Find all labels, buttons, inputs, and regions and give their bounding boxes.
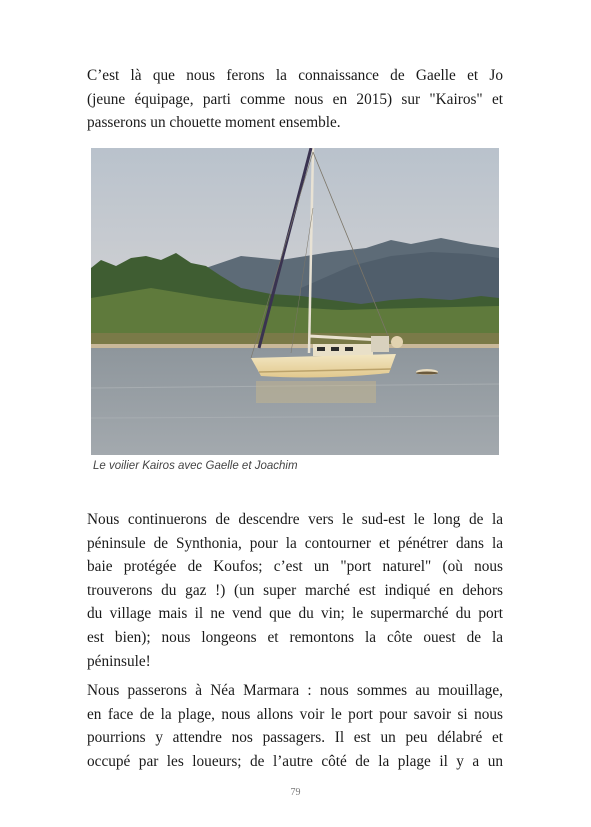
text-line: en face de la plage, nous allons voir le port pour savoir si nous — [87, 705, 503, 723]
text-line: C’est là que nous ferons la connaissance de Gaelle et Jo — [87, 67, 503, 84]
paragraph-nea-marmara — [87, 679, 503, 773]
sailboat-photo — [91, 148, 499, 455]
text-line: occupé par les loueurs; de l’autre côté de la plage il y a un — [87, 752, 503, 770]
text-line: baie protégée de Koufos; c’est un "port naturel" (où nous — [87, 558, 503, 576]
paragraph-intro — [87, 64, 503, 135]
text-line: Nous continuerons de descendre vers le sud-est le long de la — [87, 511, 503, 528]
text-line: (jeune équipage, parti comme nous en 2015) sur "Kairos" et — [87, 90, 503, 108]
text-line: du village mais il ne vend que du vin; le supermarché du port — [87, 605, 503, 623]
text-line: pourrions y attendre nos passagers. Il est un peu délabré et — [87, 729, 503, 747]
text-line: est bien); nous longeons et remontons la côte ouest de la — [87, 628, 503, 646]
text-line: Nous passerons à Néa Marmara : nous sommes au mouillage, — [87, 682, 503, 699]
paragraph-synthonia — [87, 508, 503, 673]
text-line: péninsule! — [87, 652, 151, 670]
page-number: 79 — [290, 787, 301, 798]
text-line: péninsule de Synthonia, pour la contourner et pénétrer dans la — [87, 534, 503, 552]
text-line: passerons un chouette moment ensemble. — [87, 114, 341, 132]
text-line: trouverons du gaz !) (un super marché est indiqué en dehors — [87, 581, 503, 599]
figure-caption: Le voilier Kairos avec Gaelle et Joachim — [93, 460, 298, 472]
